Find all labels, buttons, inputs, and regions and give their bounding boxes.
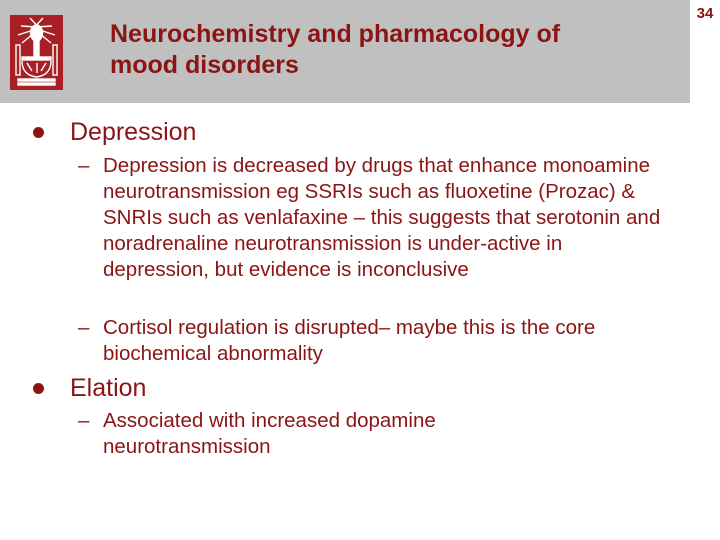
- sub-bullet-dash: –: [78, 409, 90, 432]
- bullet-label: Elation: [70, 374, 147, 402]
- sub-bullet-text: Associated with increased dopamine neurotransmission: [103, 409, 436, 458]
- slide-title-line-1: Neurochemistry and pharmacology of: [110, 20, 561, 48]
- sub-bullet-text: Depression is decreased by drugs that enhance monoamine neurotransmission eg SSRIs such as fluoxetine (Prozac) & SNRIs such as venlafaxine – this suggests that serotonin and noradrenaline neurotransmission is under-active in depression, but evidence is inconclusive: [103, 154, 661, 281]
- sub-bullet-dash: –: [78, 316, 90, 339]
- bullet-dot: [33, 383, 44, 394]
- bullet-dot: [33, 127, 44, 138]
- sub-bullet-text: Cortisol regulation is disrupted– maybe this is the core biochemical abnormality: [103, 316, 596, 365]
- sub-bullet-dash: –: [78, 154, 90, 177]
- bullet-label: Depression: [70, 118, 197, 146]
- page-number: 34: [696, 5, 714, 22]
- slide-title-line-2: mood disorders: [110, 51, 299, 79]
